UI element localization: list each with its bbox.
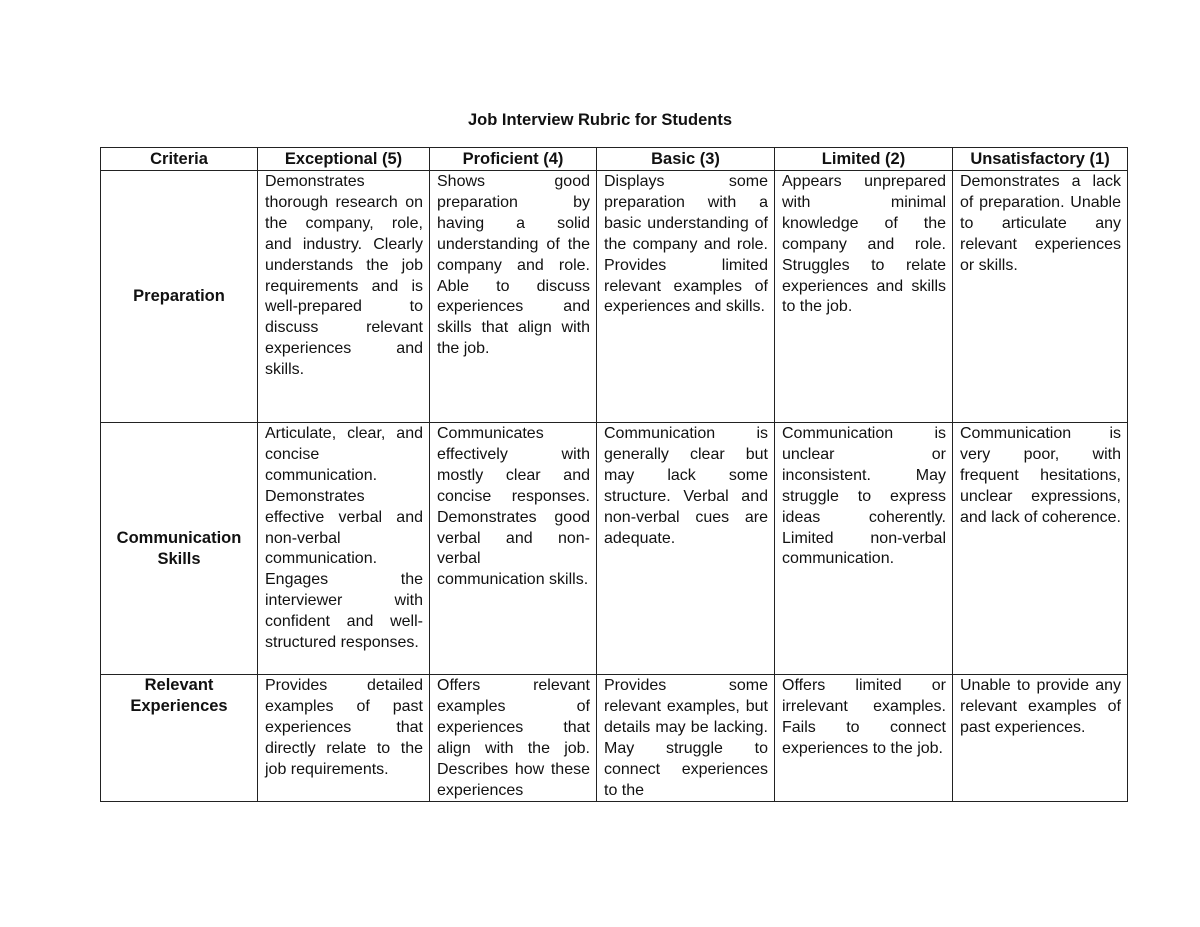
rubric-cell: Appears unprepared with minimal knowledge of the company and role. Struggles to relate experiences and skills to the job. — [775, 171, 953, 423]
criteria-cell: Communication Skills — [101, 423, 258, 675]
rubric-cell: Communication is unclear or inconsistent. May struggle to express ideas coherently. Limited non-verbal communication. — [775, 423, 953, 675]
header-limited: Limited (2) — [775, 148, 953, 171]
rubric-cell: Demonstrates a lack of preparation. Unable to articulate any relevant experiences or skills. — [953, 171, 1128, 423]
rubric-cell: Offers limited or irrelevant examples. Fails to connect experiences to the job. — [775, 675, 953, 802]
criteria-cell: Preparation — [101, 171, 258, 423]
rubric-cell: Articulate, clear, and concise communication. Demonstrates effective verbal and non-verbal communication. Engages the interviewer with confident and well-structured responses. — [258, 423, 430, 675]
header-basic: Basic (3) — [597, 148, 775, 171]
header-criteria: Criteria — [101, 148, 258, 171]
rubric-cell: Offers relevant examples of experiences that align with the job. Describes how these experiences — [430, 675, 597, 802]
document-title: Job Interview Rubric for Students — [467, 111, 733, 129]
rubric-cell: Provides some relevant examples, but details may be lacking. May struggle to connect experiences to the — [597, 675, 775, 802]
header-unsatisfactory: Unsatisfactory (1) — [953, 148, 1128, 171]
rubric-cell: Provides detailed examples of past experiences that directly relate to the job requirements. — [258, 675, 430, 802]
rubric-cell: Demonstrates thorough research on the company, role, and industry. Clearly understands the job requirements and is well-prepared to discuss relevant experiences and skills. — [258, 171, 430, 423]
rubric-cell: Communicates effectively with mostly clear and concise responses. Demonstrates good verbal and non-verbal communication skills. — [430, 423, 597, 675]
table-row — [101, 423, 1128, 675]
rubric-cell: Unable to provide any relevant examples of past experiences. — [953, 675, 1128, 802]
rubric-table — [100, 147, 1128, 802]
header-row — [101, 148, 1128, 171]
rubric-cell: Communication is very poor, with frequent hesitations, unclear expressions, and lack of coherence. — [953, 423, 1128, 675]
header-exceptional: Exceptional (5) — [258, 148, 430, 171]
table-row — [101, 171, 1128, 423]
criteria-cell: Relevant Experiences — [101, 675, 258, 802]
rubric-cell: Displays some preparation with a basic understanding of the company and role. Provides limited relevant examples of experiences and skills. — [597, 171, 775, 423]
rubric-cell: Shows good preparation by having a solid understanding of the company and role. Able to discuss experiences and skills that align with the job. — [430, 171, 597, 423]
header-proficient: Proficient (4) — [430, 148, 597, 171]
table-row — [101, 675, 1128, 802]
rubric-cell: Communication is generally clear but may lack some structure. Verbal and non-verbal cues are adequate. — [597, 423, 775, 675]
